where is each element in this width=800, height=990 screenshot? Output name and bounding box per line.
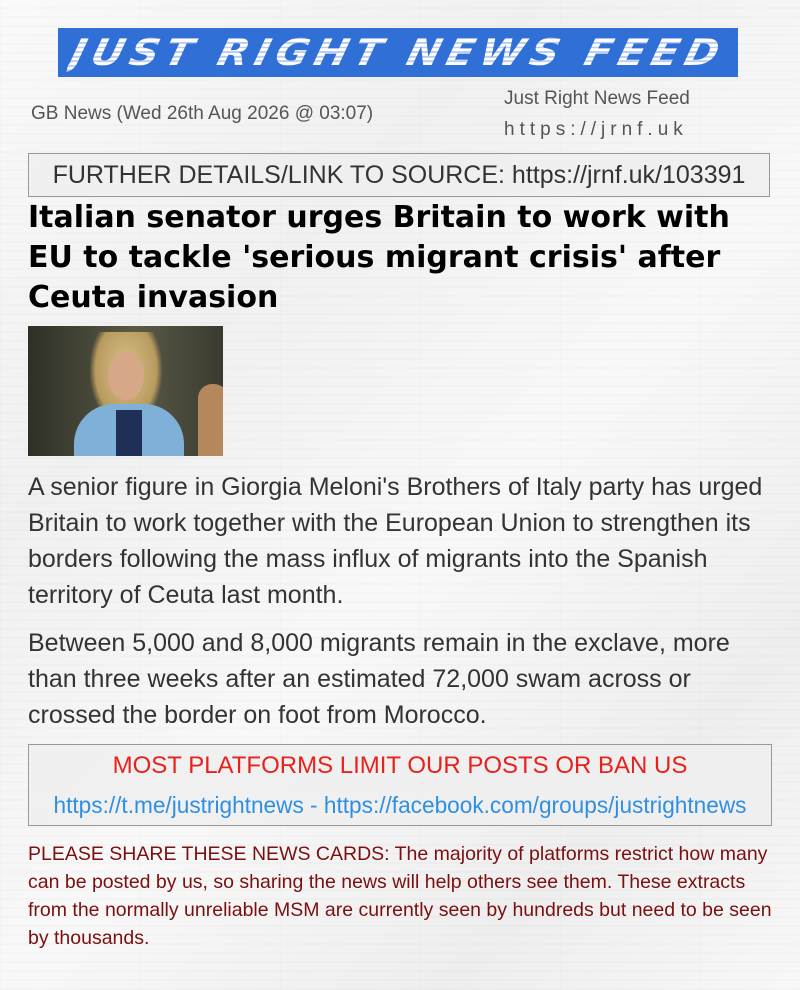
social-links[interactable]: https://t.me/justrightnews - https://facebook.com/groups/justrightnews xyxy=(53,792,747,818)
article-headline: Italian senator urges Britain to work with EU to tackle 'serious migrant crisis' after Ceuta invasion xyxy=(28,200,730,315)
site-url[interactable]: https://jrnf.uk xyxy=(504,119,688,140)
article-photo xyxy=(28,326,223,456)
social-warning-title: MOST PLATFORMS LIMIT OUR POSTS OR BAN US xyxy=(112,752,688,779)
photo-face xyxy=(108,352,144,400)
site-name: Just Right News Feed xyxy=(504,88,690,109)
social-box xyxy=(28,744,772,826)
source-link-text[interactable]: FURTHER DETAILS/LINK TO SOURCE: https://jrnf.uk/103391 xyxy=(52,160,746,189)
share-note: PLEASE SHARE THESE NEWS CARDS: The majority of platforms restrict how many can be posted by us, so sharing the news will help others see them. These extracts from the normally unreliable MSM are currently seen by hundreds but need to be seen by thousands. xyxy=(28,843,772,949)
article-paragraph-2: Between 5,000 and 8,000 migrants remain in the exclave, more than three weeks after an estimated 72,000 swam across or crossed the border on foot from Morocco. xyxy=(28,629,730,729)
source-line: GB News (Wed 26th Aug 2026 @ 03:07) xyxy=(31,103,374,124)
site-banner xyxy=(58,28,738,77)
photo-bystander xyxy=(198,384,223,456)
source-link-box[interactable] xyxy=(28,153,770,197)
photo-shirt xyxy=(116,410,142,456)
banner-title: JUST RIGHT NEWS FEED xyxy=(66,31,730,74)
article-paragraph-1: A senior figure in Giorgia Meloni's Brothers of Italy party has urged Britain to work together with the European Union to strengthen its borders following the mass influx of migrants into the Spanish territory of Ceuta last month. xyxy=(28,473,763,609)
